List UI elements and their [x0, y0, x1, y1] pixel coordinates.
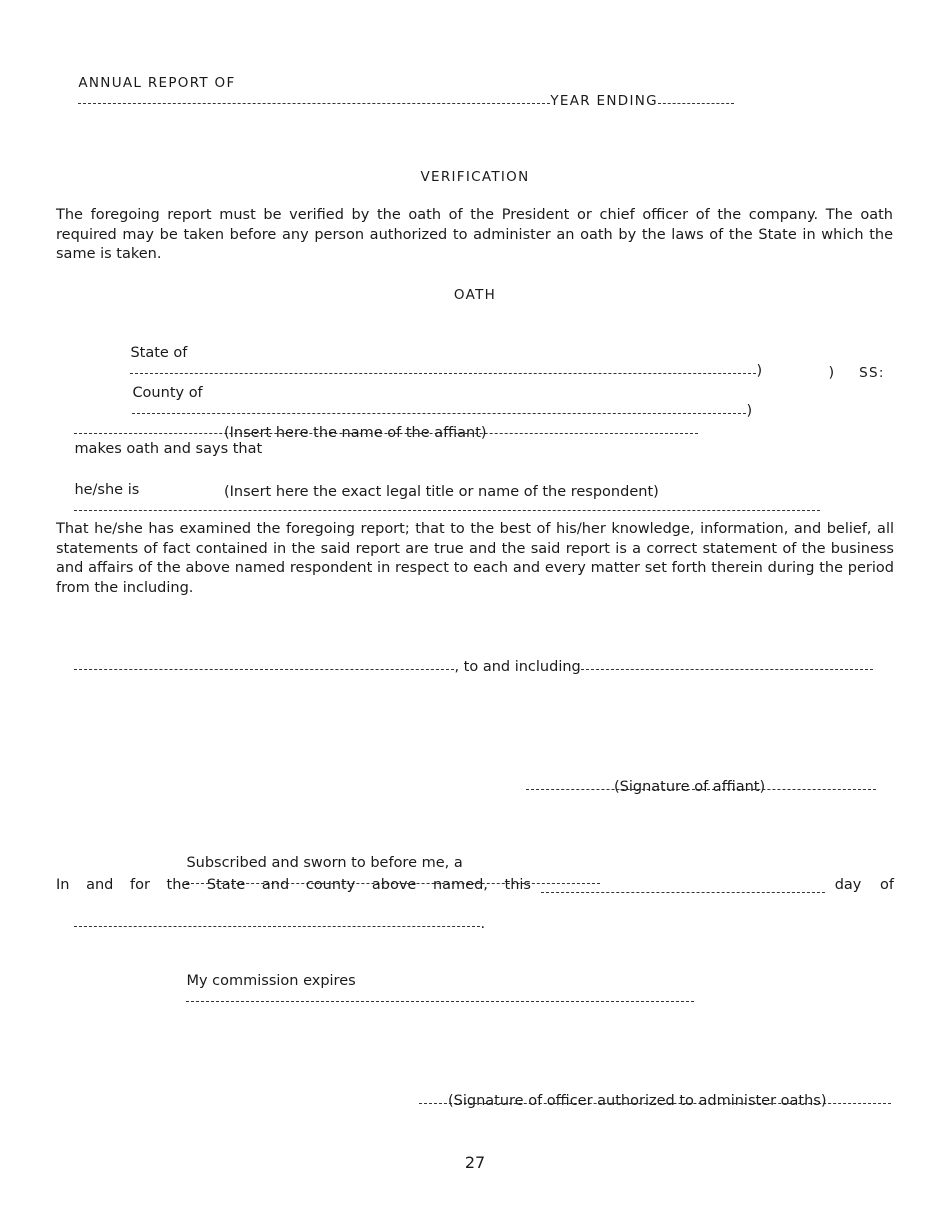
- county-label: County of: [132, 385, 203, 401]
- signature-affiant-label: (Signature of affiant): [614, 779, 766, 795]
- commission-line: [168, 954, 694, 1026]
- verification-title: VERIFICATION: [420, 169, 530, 185]
- ss-paren: ): [828, 365, 835, 381]
- commission-label: My commission expires: [186, 973, 356, 989]
- month-line: [56, 897, 485, 951]
- header-line: [56, 56, 734, 128]
- state-label: State of: [130, 345, 188, 361]
- to-and-including-label: , to and including: [454, 659, 581, 675]
- verification-intro: The foregoing report must be verified by the oath of the President or chief officer of the company. The oath required may be taken before any person authorized to administer an oath by the laws of the State in which the same is taken.: [56, 207, 893, 263]
- subscribed-label: Subscribed and sworn to before me, a: [186, 855, 463, 871]
- county-paren: ): [746, 403, 753, 419]
- heshe-is-label: he/she is: [74, 482, 140, 498]
- oath-statement: That he/she has examined the foregoing report; that to the best of his/her knowledge, information, and belief, all statements of fact contained in the said report are true and the said report is a correct statement of the business and affairs of the above named respondent in respect to each and every matter set forth therein during the period from the including.: [56, 521, 894, 596]
- period-line: [56, 640, 873, 694]
- affiant-name-hint: (Insert here the name of the affiant): [224, 425, 487, 441]
- signature-officer-label: (Signature of officer authorized to administer oaths): [448, 1093, 827, 1109]
- in-and-for-label: In and for the State and county above named, this: [56, 877, 531, 893]
- in-and-for-line: [56, 876, 894, 894]
- month-period: .: [480, 916, 486, 932]
- year-ending-label: YEAR ENDING: [550, 93, 658, 109]
- page-number: 27: [464, 1153, 486, 1172]
- respondent-hint: (Insert here the exact legal title or name of the respondent): [224, 484, 659, 500]
- makes-oath-label: makes oath and says that: [74, 441, 263, 457]
- state-paren: ): [756, 363, 763, 379]
- day-field[interactable]: [541, 876, 825, 894]
- day-of-label: day of: [834, 877, 894, 893]
- oath-title: OATH: [453, 287, 497, 303]
- ss-label: SS:: [859, 365, 885, 381]
- ss-line: [810, 346, 885, 400]
- annual-report-label: ANNUAL REPORT OF: [78, 75, 236, 91]
